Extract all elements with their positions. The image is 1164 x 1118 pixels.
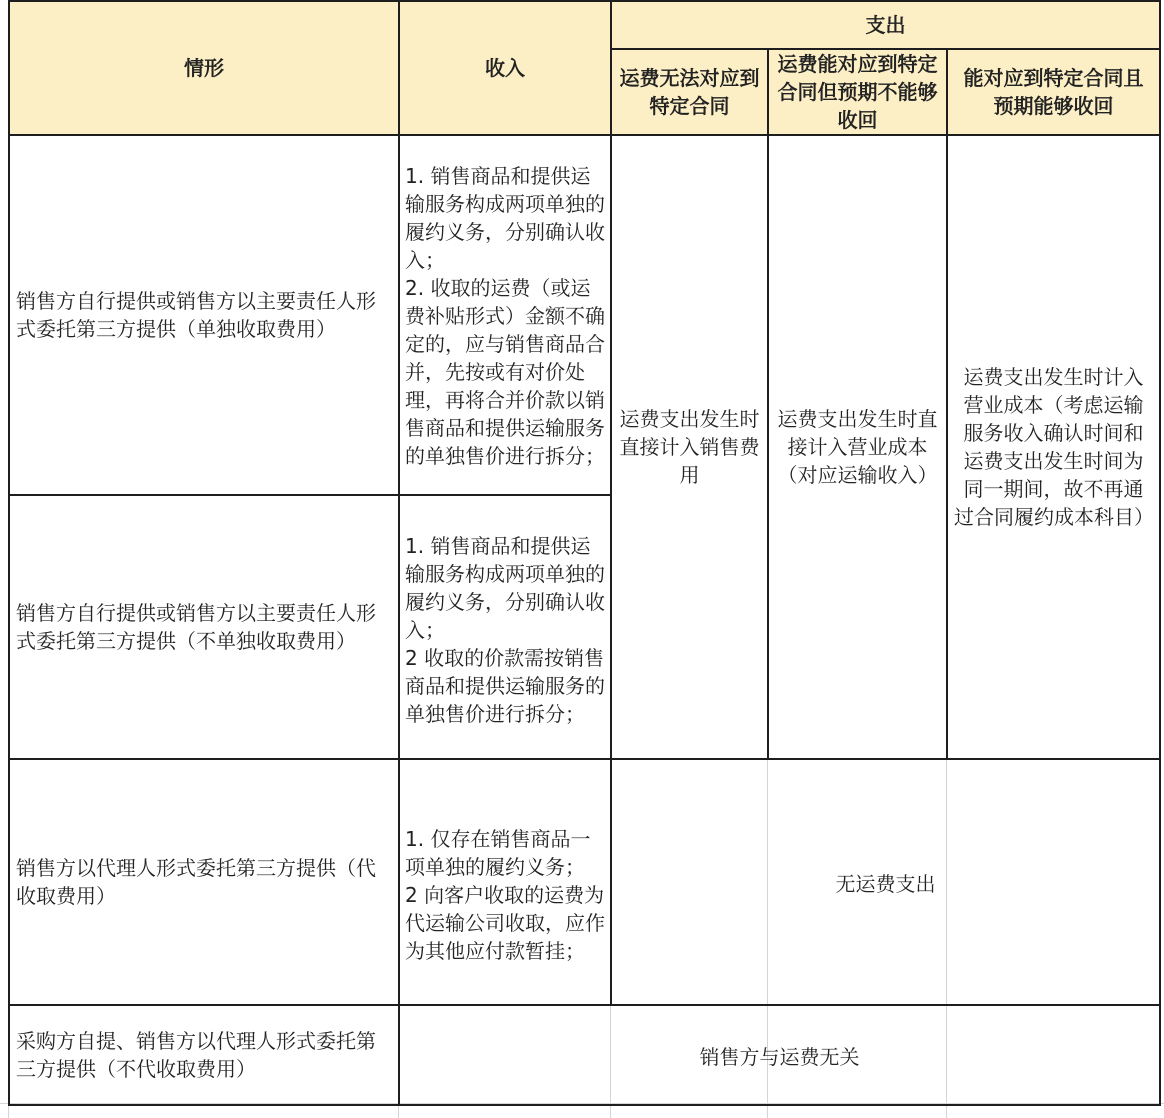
header-income[interactable]: 收入 — [399, 1, 611, 135]
freight-accounting-table — [8, 0, 1161, 1106]
income-line: 1. 销售商品和提供运输服务构成两项单独的履约义务，分别确认收入； — [405, 164, 605, 272]
header-situation[interactable]: 情形 — [9, 1, 399, 135]
income-line: 2 向客户收取的运费为代运输公司收取，应作为其他应付款暂挂； — [405, 883, 605, 963]
header-expense-unmatched[interactable]: 运费无法对应到特定合同 — [611, 49, 768, 135]
income-line: 2. 收取的运费（或运费补贴形式）金额不确定的，应与销售商品合并，先按或有对价处理，再将合并价款以销售商品和提供运输服务的单独售价进行拆分； — [405, 276, 605, 468]
situation-cell[interactable]: 采购方自提、销售方以代理人形式委托第三方提供（不代收取费用） — [9, 1005, 399, 1105]
situation-cell[interactable]: 销售方自行提供或销售方以主要责任人形式委托第三方提供（单独收取费用） — [9, 135, 399, 495]
header-expense-matched-recoverable[interactable]: 能对应到特定合同且预期能够收回 — [947, 49, 1160, 135]
income-line: 2 收取的价款需按销售商品和提供运输服务的单独售价进行拆分； — [405, 646, 605, 726]
income-line: 1. 销售商品和提供运输服务构成两项单独的履约义务，分别确认收入； — [405, 534, 605, 642]
table-row — [9, 759, 1160, 1005]
header-row — [9, 1, 1160, 49]
unrelated-cell[interactable]: 销售方与运费无关 — [399, 1005, 1160, 1105]
header-expense[interactable]: 支出 — [611, 1, 1160, 49]
expense-cell-matched-unrecoverable[interactable]: 运费支出发生时直接计入营业成本（对应运输收入） — [768, 135, 947, 759]
no-freight-expense-cell[interactable]: 无运费支出 — [611, 759, 1160, 1005]
situation-cell[interactable]: 销售方自行提供或销售方以主要责任人形式委托第三方提供（不单独收取费用） — [9, 495, 399, 759]
income-cell[interactable] — [399, 495, 611, 759]
table-row — [9, 1005, 1160, 1105]
situation-cell[interactable]: 销售方以代理人形式委托第三方提供（代收取费用） — [9, 759, 399, 1005]
expense-cell-matched-recoverable[interactable]: 运费支出发生时计入营业成本（考虑运输服务收入确认时间和运费支出发生时间为同一期间，故不再通过合同履约成本科目） — [947, 135, 1160, 759]
header-expense-matched-unrecoverable[interactable]: 运费能对应到特定合同但预期不能够收回 — [768, 49, 947, 135]
income-line: 1. 仅存在销售商品一项单独的履约义务； — [405, 827, 591, 879]
income-cell[interactable] — [399, 135, 611, 495]
income-cell[interactable] — [399, 759, 611, 1005]
table-row — [9, 135, 1160, 495]
expense-cell-unmatched[interactable]: 运费支出发生时直接计入销售费用 — [611, 135, 768, 759]
